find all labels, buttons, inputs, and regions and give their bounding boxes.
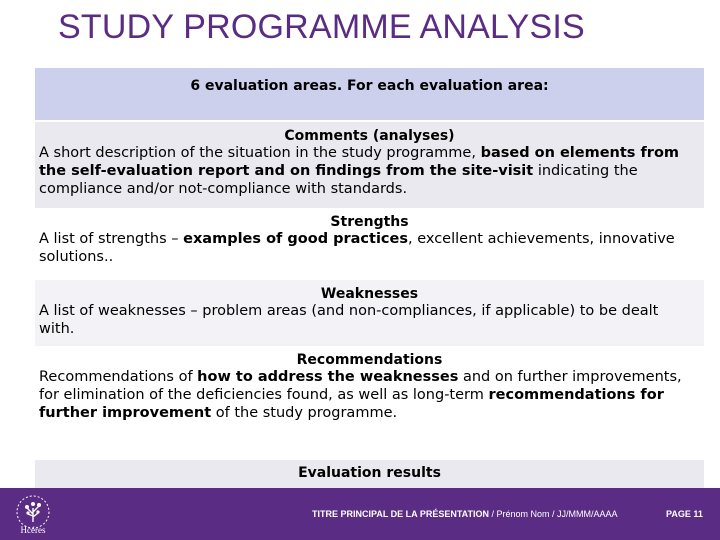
svg-text:Hcéres: Hcéres bbox=[20, 525, 46, 535]
footer-presentation-title: TITRE PRINCIPAL DE LA PRÉSENTATION / Prénom Nom / JJ/MMM/AAAA bbox=[312, 509, 618, 519]
weaknesses-heading: Weaknesses bbox=[320, 286, 419, 302]
table-header bbox=[35, 68, 704, 122]
strengths-heading: Strengths bbox=[330, 214, 409, 230]
recommendations-row bbox=[35, 346, 704, 460]
strengths-text: A list of strengths – examples of good practices, excellent achievements, innovative solutions.. bbox=[39, 231, 675, 265]
header-text: 6 evaluation areas. For each evaluation area: bbox=[190, 78, 549, 94]
recommendations-text: Recommendations of how to address the weaknesses and on further improvements, for elimination of the deficiencies found, as well as long-term recommendations for further improvement of the study programme. bbox=[39, 369, 682, 421]
hceres-logo-icon bbox=[12, 492, 54, 536]
page-number: PAGE 11 bbox=[666, 509, 703, 519]
comments-text: A short description of the situation in the study programme, based on elements from the self-evaluation report and on findings from the site-visit indicating the compliance and/or not-compliance with standards. bbox=[39, 145, 680, 197]
evaluation-table bbox=[35, 68, 704, 488]
weaknesses-text: A list of weaknesses – problem areas (and non-compliances, if applicable) to be dealt with. bbox=[39, 303, 659, 337]
strengths-row bbox=[35, 208, 704, 280]
results-heading: Evaluation results bbox=[298, 465, 441, 481]
slide-title: STUDY PROGRAMME ANALYSIS bbox=[58, 8, 585, 46]
results-row bbox=[35, 460, 704, 488]
comments-row bbox=[35, 122, 704, 208]
recommendations-heading: Recommendations bbox=[296, 352, 443, 368]
weaknesses-row bbox=[35, 280, 704, 346]
comments-heading: Comments (analyses) bbox=[284, 128, 455, 144]
